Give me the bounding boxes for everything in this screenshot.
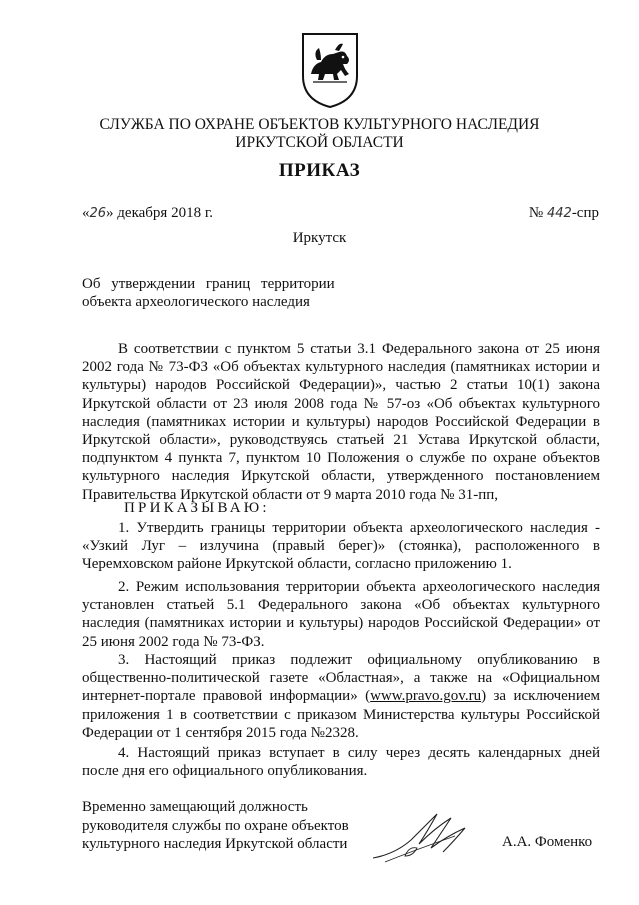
signatory-name: А.А. Фоменко	[502, 834, 593, 850]
order-item-1: 1. Утвердить границы территории объекта археологического наследия - «Узкий Луг – излучина (правый берег)» (стоянка), расположенного в Черемховском районе Иркутской области, согласно приложению 1.	[82, 520, 600, 573]
document-type-title: ПРИКАЗ	[278, 160, 361, 181]
signatory-position: Временно замещающий должность руководителя службы по охране объектов культурного наследия Иркутской области	[82, 799, 349, 852]
order-word: ПРИКАЗЫВАЮ:	[124, 500, 270, 516]
subject-line2: объекта археологического наследия	[82, 294, 310, 310]
order-item-4: 4. Настоящий приказ вступает в силу через десять календарных дней после дня его официального опубликования.	[82, 745, 600, 780]
city-name: Иркутск	[292, 230, 347, 246]
subject-line1: Об утверждении границ территории	[82, 276, 335, 292]
pravo-link[interactable]: www.pravo.gov.ru	[370, 688, 482, 705]
order-item-3: 3. Настоящий приказ подлежит официальному опубликованию в общественно-политической газете «Областная», а также на «Официальном интернет-портале правовой информации» (www.pravo.gov.ru) за исключением приложения 1 в соответствии с приказом Министерства культуры Российской Федерации от 1 сентября 2015 года №2328.	[82, 652, 600, 741]
handwritten-number: 442	[546, 206, 572, 221]
agency-name-line2: ИРКУТСКОЙ ОБЛАСТИ	[235, 134, 404, 151]
preamble-paragraph: В соответствии с пунктом 5 статьи 3.1 Федерального закона от 25 июня 2002 года № 73-ФЗ «Об объектах культурного наследия (памятниках истории и культуры) народов Российской Федерации)», частью 2 статьи 10(1) закона Иркутской области от 23 июля 2008 года № 57-оз «Об объектах культурного наследия (памятниках истории и культуры) народов Российской Федерации в Иркутской области», руководствуясь статьей 21 Устава Иркутской области, подпунктом 4 пункта 7, пунктом 10 Положения о службе по охране объектов культурного наследия Иркутской области, утвержденного постановлением Правительства Иркутской области от 9 марта 2010 года № 31-пп,	[82, 341, 600, 503]
irkutsk-coat-of-arms-icon	[299, 30, 361, 110]
document-subject	[82, 275, 382, 311]
handwritten-day: 26	[89, 206, 107, 221]
document-date: «26» декабря 2018 г.	[82, 205, 214, 221]
order-item-2: 2. Режим использования территории объекта археологического наследия установлен статьей 5.1 Федерального закона «Об объектах культурного наследия (памятниках истории и культуры) народов Российской Федерации» от 25 июня 2002 года № 73-ФЗ.	[82, 579, 600, 650]
agency-name-line1: СЛУЖБА ПО ОХРАНЕ ОБЪЕКТОВ КУЛЬТУРНОГО НАСЛЕДИЯ	[99, 116, 540, 133]
handwritten-signature	[365, 806, 485, 866]
document-number: № 442-спр	[528, 205, 599, 221]
